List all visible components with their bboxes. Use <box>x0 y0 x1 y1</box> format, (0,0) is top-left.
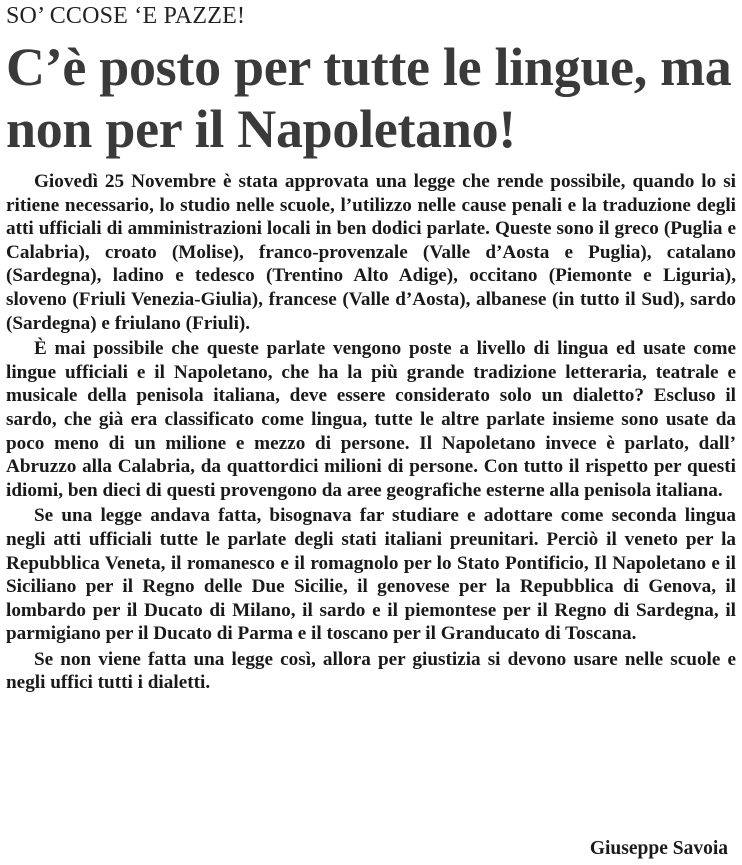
article-headline: C’è posto per tutte le lingue, ma non per il Napoletano! <box>6 37 732 159</box>
article-kicker: SO’ CCOSE ‘E PAZZE! <box>6 3 246 29</box>
article-body <box>6 170 736 695</box>
article-paragraph-1: Giovedì 25 Novembre è stata approvata una legge che rende possibile, quando lo si ritiene necessario, lo studio nelle scuole, l’utilizzo nelle cause penali e la traduzione degli atti ufficiali di amministrazioni locali in ben dodici parlate. Queste sono il greco (Puglia e Calabria), croato (Molise), franco-provenzale (Valle d’Aosta e Puglia), catalano (Sardegna), ladino e tedesco (Trentino Alto Adige), occitano (Piemonte e Liguria), sloveno (Friuli Venezia-Giulia), francese (Valle d’Aosta), albanese (in tutto il Sud), sardo (Sardegna) e friulano (Friuli). <box>6 171 736 334</box>
article-signature: Giuseppe Savoia <box>589 838 728 859</box>
article-paragraph-2: È mai possibile che queste parlate vengono poste a livello di lingua ed usate come lingue ufficiali e il Napoletano, che ha la più grande tradizione letteraria, teatrale e musicale della penisola italiana, deve essere considerato solo un dialetto? Escluso il sardo, che già era classificato come lingua, tutte le altre parlate insieme sono usate da poco meno di un milione e mezzo di persone. Il Napoletano invece è parlato, dall’ Abruzzo alla Calabria, da quattordici milioni di persone. Con tutto il rispetto per questi idiomi, ben dieci di questi provengono da aree geografiche esterne alla penisola italiana. <box>6 338 736 501</box>
article-paragraph-4: Se non viene fatta una legge così, allora per giustizia si devono usare nelle scuole e negli uffici tutti i dialetti. <box>6 648 736 694</box>
article-paragraph-3: Se una legge andava fatta, bisognava far studiare e adottare come seconda lingua negli atti ufficiali tutte le parlate degli stati italiani preunitari. Perciò il veneto per la Repubblica Veneta, il romanesco e il romagnolo per lo Stato Pontificio, Il Napoletano e il Siciliano per il Regno delle Due Sicilie, il genovese per la Repubblica di Genova, il lombardo per il Ducato di Milano, il sardo e il piemontese per il Regno di Sardegna, il parmigiano per il Ducato di Parma e il toscano per il Granducato di Toscana. <box>6 505 736 645</box>
